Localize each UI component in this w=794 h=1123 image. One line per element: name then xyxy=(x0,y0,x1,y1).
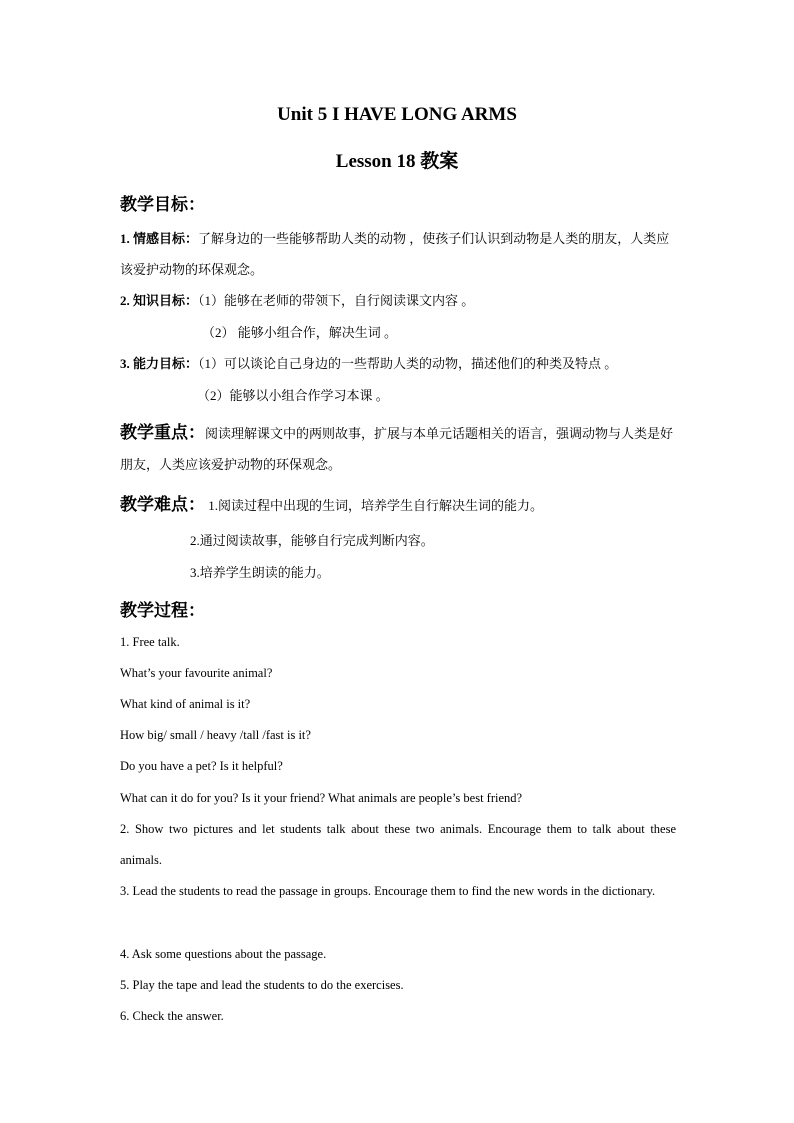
process-step: 6. Check the answer. xyxy=(120,1009,224,1023)
key-points xyxy=(120,418,676,480)
ability-objective-item-1: （1）可以谈论自己身边的一些帮助人类的动物，描述他们的种类及特点 。 xyxy=(198,356,618,371)
process-step: What can it do for you? Is it your friend? What animals are people’s best friend? xyxy=(120,791,523,805)
knowledge-objective-label: 2. 知识目标： xyxy=(120,293,199,308)
process-step: What kind of animal is it? xyxy=(120,697,251,711)
ability-objective-item-2: （2）能够以小组合作学习本课 。 xyxy=(197,388,389,403)
process-heading: 教学过程： xyxy=(120,601,205,621)
difficulties-heading: 教学难点： xyxy=(120,495,205,515)
difficulty-item-3: 3.培养学生朗读的能力。 xyxy=(190,565,330,580)
process-step: What’s your favourite animal? xyxy=(120,666,273,680)
emotional-objective-label: 1. 情感目标： xyxy=(120,231,199,246)
process-step: 5. Play the tape and lead the students to do the exercises. xyxy=(120,978,404,992)
difficulty-item-1: 1.阅读过程中出现的生词，培养学生自行解决生词的能力。 xyxy=(208,498,544,513)
process-step: How big/ small / heavy /tall /fast is it? xyxy=(120,728,311,742)
emotional-objective xyxy=(120,223,676,285)
key-points-heading: 教学重点： xyxy=(120,423,205,443)
knowledge-objective-item-2: （2） 能够小组合作，解决生词 。 xyxy=(202,325,398,340)
difficulty-item-2: 2.通过阅读故事，能够自行完成判断内容。 xyxy=(190,533,434,548)
lesson-title: Lesson 18 教案 xyxy=(335,151,459,172)
process-step: 3. Lead the students to read the passage in groups. Encourage them to find the new words in the dictionary. xyxy=(120,884,656,898)
ability-objective xyxy=(120,353,617,372)
process-step: Do you have a pet? Is it helpful? xyxy=(120,759,283,773)
ability-objective-label: 3. 能力目标： xyxy=(120,356,199,371)
difficulties xyxy=(120,490,543,515)
knowledge-objective-item-1: （1）能够在老师的带领下，自行阅读课文内容 。 xyxy=(198,293,475,308)
process-step: 4. Ask some questions about the passage. xyxy=(120,947,327,961)
knowledge-objective xyxy=(120,290,474,309)
objectives-heading: 教学目标： xyxy=(120,195,205,215)
unit-title: Unit 5 I HAVE LONG ARMS xyxy=(277,104,517,125)
emotional-objective-text: 了解身边的一些能够帮助人类的动物 ，使孩子们认识到动物是人类的朋友，人类应该爱护动物的环保观念。 xyxy=(120,231,670,277)
process-step: 2. Show two pictures and let students talk about these two animals. Encourage them to talk about these animals. xyxy=(120,822,676,867)
key-points-text: 阅读理解课文中的两则故事，扩展与本单元话题相关的语言，强调动物与人类是好朋友，人类应该爱护动物的环保观念。 xyxy=(120,426,674,472)
process-step: 1. Free talk. xyxy=(120,635,180,649)
